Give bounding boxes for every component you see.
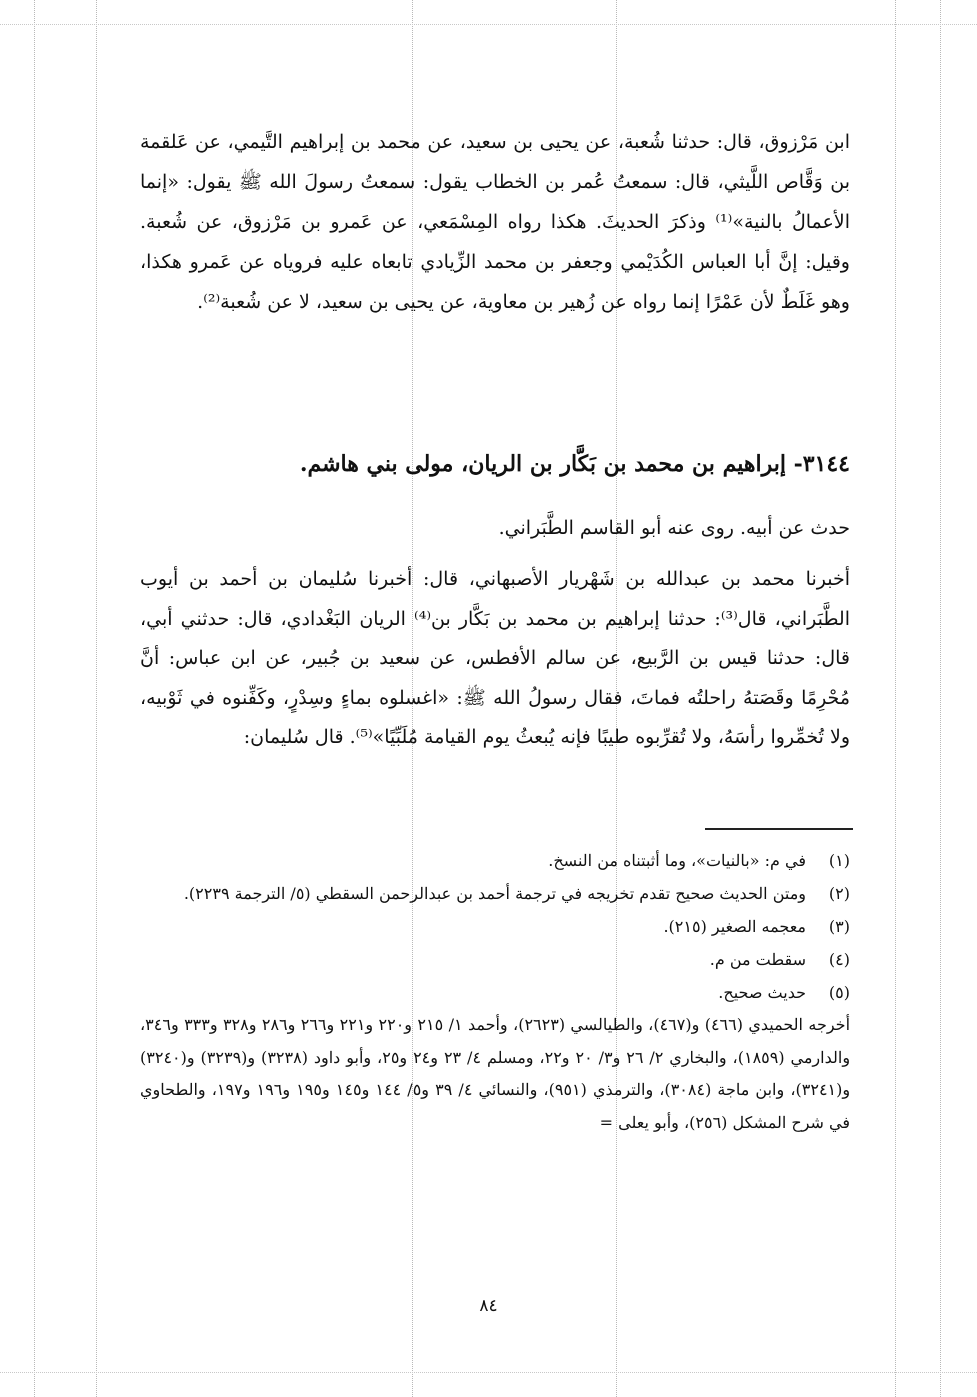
footnote-item — [140, 943, 850, 976]
main-paragraph-2: حدث عن أبيه. روى عنه أبو القاسم الطَّبَراني. — [498, 517, 850, 539]
scan-guide-line — [96, 0, 97, 1397]
footnote-number: (٥) — [828, 983, 850, 1002]
footnote-item — [140, 844, 850, 877]
main-paragraph-1: ابن مَرْزوق، قال: حدثنا شُعبة، عن يحيى بن سعيد، عن محمد بن إبراهيم التَّيمي، عن عَلقمة بن وَقَّاص اللَّيثي، قال: سمعتُ عُمر بن الخطاب يقول: سمعتُ رسولَ الله ﷺ يقول: «إنما الأعمالُ بالنية»⁽¹⁾ وذكرَ الحديثَ. هكذا رواه المِسْمَعي، عن عَمرو بن مَرْزوق، عن شُعبة. وقيل: إنَّ أبا العباس الكُدَيْمي وجعفر بن محمد الزِّيادي تابعاه عليه فروياه عن عَمرو هكذا، وهو غَلَطٌ لأن عَمْرًا إنما رواه عن زُهير بن معاوية، عن يحيى بن سعيد، لا عن شُعبة⁽²⁾. — [140, 131, 850, 313]
entry-heading: ٣١٤٤- إبراهيم بن محمد بن بَكَّار بن الريان، مولى بني هاشم. — [299, 451, 850, 477]
footnote-continuation: أخرجه الحميدي (٤٦٦) و(٤٦٧)، والطيالسي (٢٦٢٣)، وأحمد ١/ ٢١٥ و٢٢٠ و٢٢١ و٢٦٦ و٢٨٦ و٣٢٨ و٣٣٣ و٣٤٦، والدارمي (١٨٥٩)، والبخاري ٢/ ٢٦ و٣/ ٢٠ و٢٢، ومسلم ٤/ ٢٣ و٢٤ و٢٥، وأبو داود (٣٢٣٨) و(٣٢٣٩) و(٣٢٤٠) و(٣٢٤١)، وابن ماجة (٣٠٨٤)، والترمذي (٩٥١)، والنسائي ٤/ ٣٩ و٥/ ١٤٤ و١٤٥ و١٩٥ و١٩٦ و١٩٧، والطحاوي في شرح المشكل (٢٥٦)، وأبو يعلى = — [140, 1015, 851, 1132]
footnote-item — [140, 976, 850, 1009]
footnote-text: ومتن الحديث صحيح تقدم تخريجه في ترجمة أحمد بن عبدالرحمن السقطي (٥/ الترجمة ٢٢٣٩). — [183, 884, 806, 903]
footnote-text: في م: «بالنيات»، وما أثبتناه من النسخ. — [548, 851, 806, 870]
scan-guide-line — [940, 0, 941, 1397]
footnote-number: (٤) — [828, 950, 850, 969]
footnote-item — [140, 877, 850, 910]
footnotes-section — [140, 844, 850, 1139]
footnote-item — [140, 910, 850, 943]
footnote-text: حديث صحيح. — [718, 983, 806, 1002]
footnote-text: معجمه الصغير (٢١٥). — [663, 917, 806, 936]
footnote-text: سقطت من م. — [709, 950, 806, 969]
main-paragraph-3: أخبرنا محمد بن عبدالله بن شَهْريار الأصبهاني، قال: أخبرنا سُليمان بن أحمد بن أيوب الطَّبَراني، قال⁽³⁾: حدثنا إبراهيم بن محمد بن بَكَّار بن⁽⁴⁾ الريان البَغْدادي، قال: حدثني أبي، قال: حدثنا قيس بن الرَّبيع، عن سالم الأفطس، عن سعيد بن جُبير، عن ابن عباس: أنَّ مُحْرِمًا وقَصَتهُ راحلتُه فماتَ، فقال رسولُ الله ﷺ: «اغسلوه بماءٍ وسِدْرٍ، وكَفِّنوه في ثَوْبيه، ولا تُخمِّروا رأسَهُ، ولا تُقرِّبوه طيبًا فإنه يُبعثُ يوم القيامة مُلَبِّيًا»⁽⁵⁾. قال سُليمان: — [140, 568, 850, 748]
footnote-number: (١) — [828, 851, 850, 870]
footnote-separator — [705, 828, 853, 830]
scan-guide-line — [0, 1372, 977, 1373]
scan-guide-line — [34, 0, 35, 1397]
scan-guide-line — [0, 24, 977, 25]
footnote-number: (٣) — [828, 917, 850, 936]
footnote-number: (٢) — [828, 884, 850, 903]
scan-guide-line — [895, 0, 896, 1397]
page-number: ٨٤ — [479, 1296, 498, 1316]
